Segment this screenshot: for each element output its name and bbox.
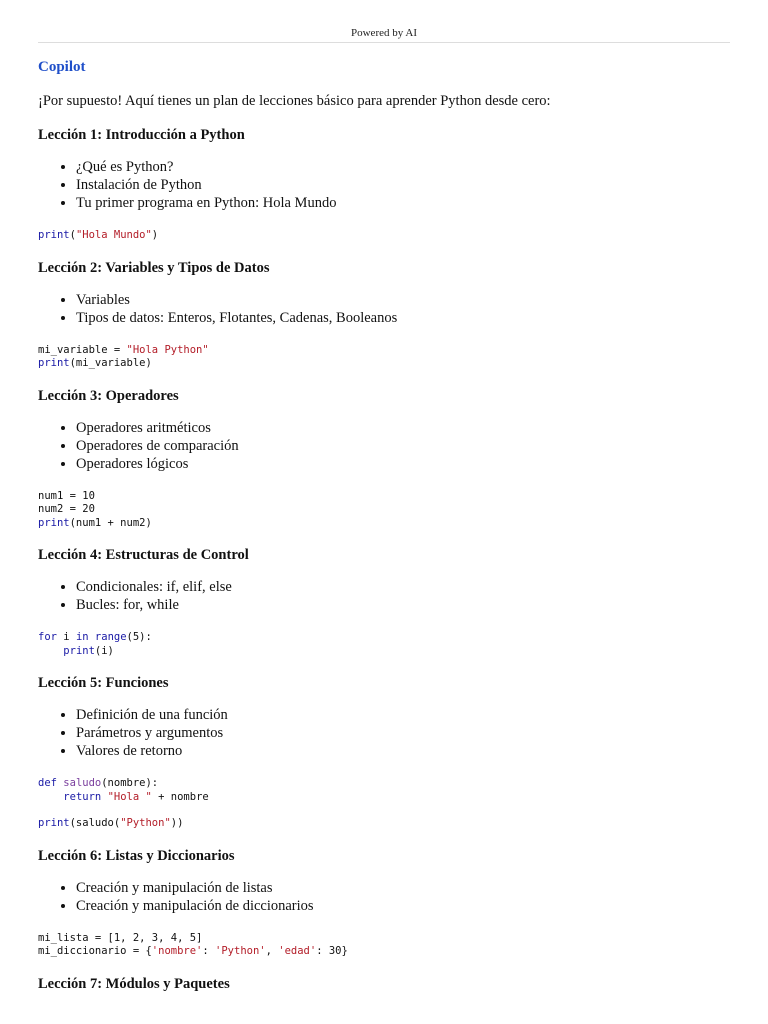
list-item: • Valores de retorno bbox=[76, 742, 730, 760]
list-item: • Condicionales: if, elif, else bbox=[76, 578, 730, 596]
code-line: print("Hola Mundo") bbox=[38, 229, 159, 241]
code-line: print(i) bbox=[63, 644, 114, 657]
list-item: • Tu primer programa en Python: Hola Mundo bbox=[76, 194, 730, 212]
list-item: • Operadores lógicos bbox=[76, 455, 730, 473]
code-line: num2 = 20 bbox=[38, 503, 95, 515]
list-item: • Operadores aritméticos bbox=[76, 419, 730, 437]
code-line: def saludo(nombre): bbox=[38, 777, 159, 789]
lesson-topics bbox=[38, 578, 730, 614]
code-line: mi_variable = "Hola Python" bbox=[38, 343, 209, 356]
lesson-topics bbox=[38, 879, 730, 915]
lesson-section bbox=[38, 387, 730, 547]
lesson-title: Lección 7: Módulos y Paquetes bbox=[38, 975, 230, 992]
list-item: • Creación y manipulación de listas bbox=[76, 879, 730, 897]
code-line: print(saludo("Python")) bbox=[38, 817, 184, 829]
lesson-topics bbox=[38, 158, 730, 212]
list-item: • ¿Qué es Python? bbox=[76, 158, 730, 176]
lesson-section bbox=[38, 259, 730, 387]
lesson-title: Lección 4: Estructuras de Control bbox=[38, 547, 249, 563]
code-line: mi_diccionario = {'nombre': 'Python', 'edad': 30} bbox=[38, 945, 348, 957]
powered-by-header bbox=[38, 26, 730, 43]
code-line: mi_lista = [1, 2, 3, 4, 5] bbox=[38, 931, 203, 944]
code-line: return "Hola " + nombre bbox=[63, 790, 209, 803]
code-line: print(num1 + num2) bbox=[38, 516, 152, 529]
lesson-section bbox=[38, 126, 730, 259]
assistant-name: Copilot bbox=[38, 59, 86, 75]
powered-by-text: Powered by AI bbox=[351, 27, 417, 39]
list-item: • Parámetros y argumentos bbox=[76, 724, 730, 742]
lesson-title: Lección 1: Introducción a Python bbox=[38, 127, 245, 143]
list-item: • Instalación de Python bbox=[76, 176, 730, 194]
lesson-title: Lección 3: Operadores bbox=[38, 387, 179, 404]
lesson-title: Lección 6: Listas y Diccionarios bbox=[38, 847, 235, 864]
lesson-section bbox=[38, 546, 730, 674]
list-item: • Operadores de comparación bbox=[76, 437, 730, 455]
code-line: num1 = 10 bbox=[38, 489, 95, 502]
lesson-section bbox=[38, 847, 730, 975]
intro-paragraph: ¡Por supuesto! Aquí tienes un plan de lecciones básico para aprender Python desde cero: bbox=[38, 93, 551, 109]
lesson-title: Lección 2: Variables y Tipos de Datos bbox=[38, 259, 270, 276]
code-line: for i in range(5): bbox=[38, 631, 152, 643]
list-item: • Bucles: for, while bbox=[76, 596, 730, 614]
list-item: • Definición de una función bbox=[76, 706, 730, 724]
code-line: print(mi_variable) bbox=[38, 357, 152, 369]
lesson-list bbox=[38, 126, 730, 1007]
lesson-section bbox=[38, 975, 730, 1007]
lesson-topics bbox=[38, 291, 730, 327]
lesson-section bbox=[38, 674, 730, 847]
lesson-topics bbox=[38, 706, 730, 760]
list-item: • Tipos de datos: Enteros, Flotantes, Cadenas, Booleanos bbox=[76, 309, 730, 327]
list-item: • Creación y manipulación de diccionarios bbox=[76, 897, 730, 915]
chat-response bbox=[38, 58, 730, 1007]
lesson-topics bbox=[38, 419, 730, 473]
lesson-title: Lección 5: Funciones bbox=[38, 675, 169, 691]
list-item: • Variables bbox=[76, 291, 730, 309]
